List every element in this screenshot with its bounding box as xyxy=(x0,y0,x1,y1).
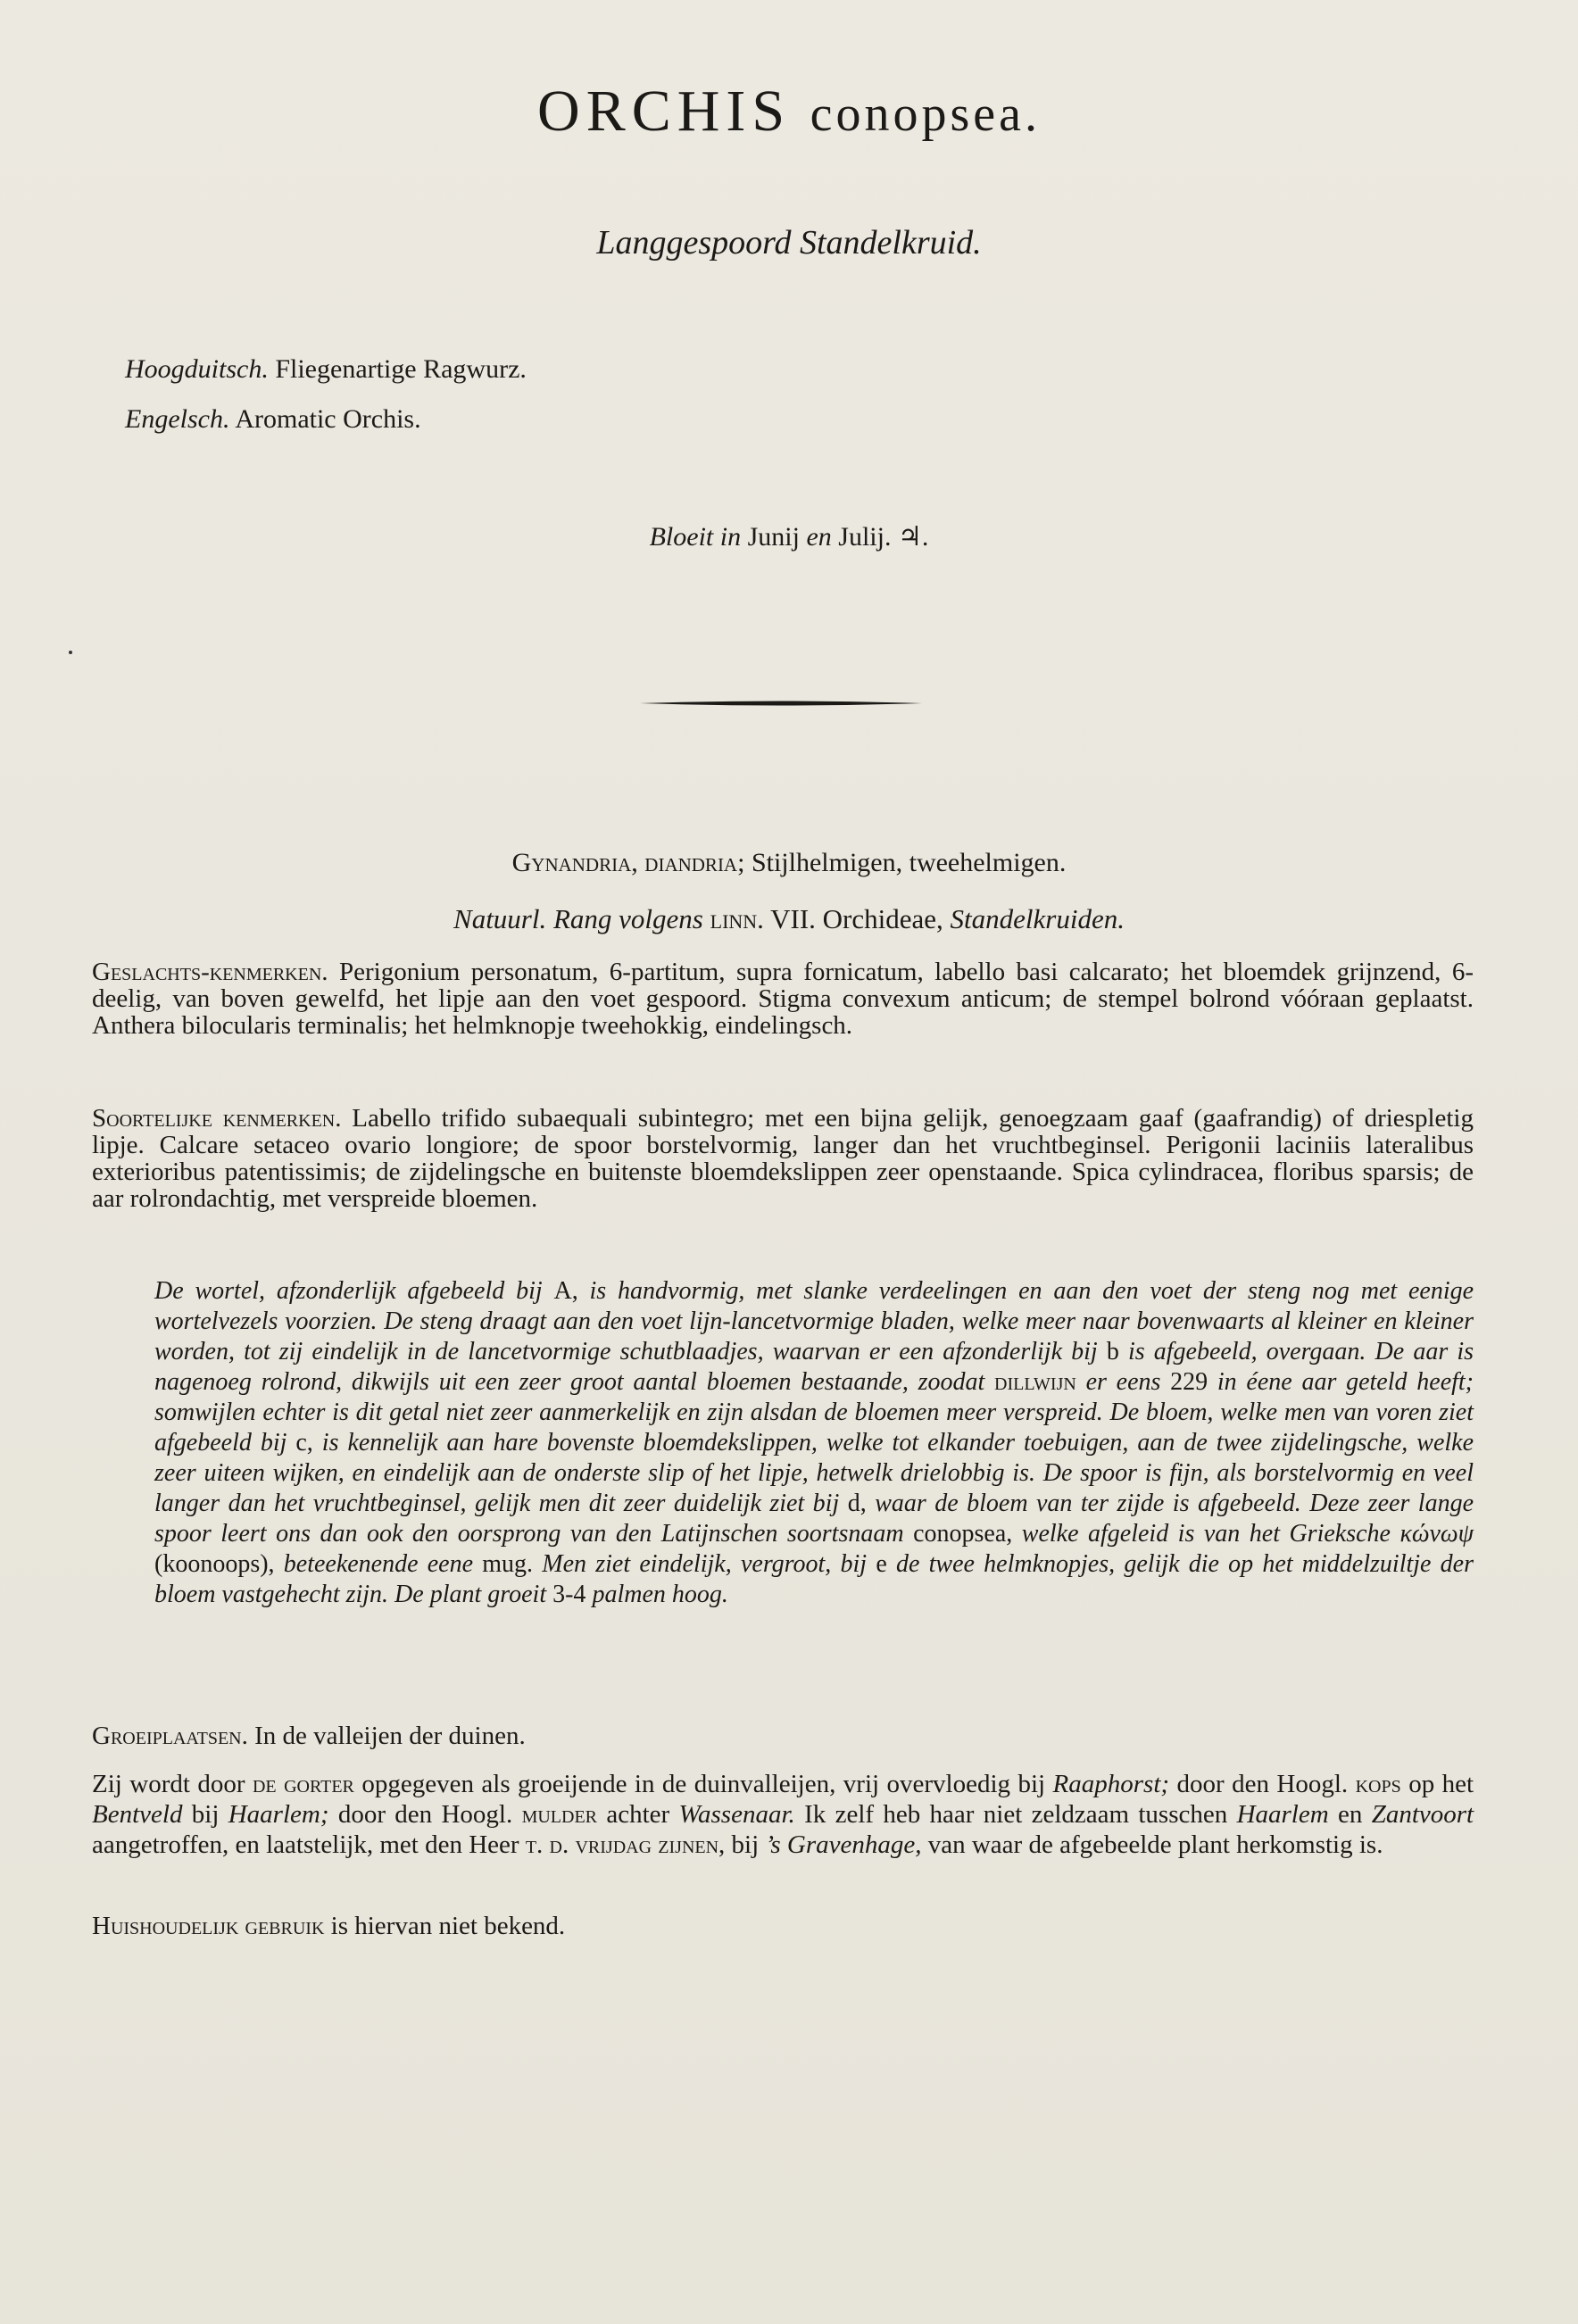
locality-text: en xyxy=(1338,1800,1363,1829)
description xyxy=(154,1276,1474,1610)
localities xyxy=(92,1769,1474,1860)
description-text: beteekenende eene xyxy=(283,1550,474,1578)
bloom-month: Junij xyxy=(747,522,800,552)
language-label: Hoogduitsch. xyxy=(125,354,269,384)
figure-ref: A, xyxy=(553,1277,578,1305)
author-name: kops xyxy=(1355,1770,1401,1798)
transliteration: (koonoops), xyxy=(154,1550,275,1578)
locality-text: van waar de afgebeelde plant herkomstig is. xyxy=(927,1830,1383,1859)
locality-text: Zij wordt door xyxy=(92,1770,245,1798)
place-name: Zantvoort xyxy=(1371,1800,1474,1829)
family-dutch: Standelkruiden. xyxy=(950,903,1125,934)
linn-abbrev: linn. xyxy=(710,903,764,934)
bloom-month: Julij. xyxy=(838,522,892,552)
description-text: is kennelijk aan hare bovenste bloemdekslippen, welke tot elkander toebuigen, aan de twee zijdelingsche, welke zeer uiteen wijken, en eindelijk aan de onderste slip of het lipje, hetwelk drielobbig is. De spoor is fijn, als borstelvormig en veel langer dan het vruchtbeginsel, gelijk men dit zeer duidelijk ziet bij xyxy=(154,1429,1474,1517)
place-name: Raaphorst; xyxy=(1052,1770,1170,1798)
household-use xyxy=(92,1913,1474,1939)
rank-number: VII. xyxy=(770,903,816,934)
section-text: is hiervan niet bekend. xyxy=(330,1912,566,1940)
height-number: 3-4 xyxy=(552,1581,586,1608)
title-genus: ORCHIS xyxy=(537,79,792,144)
name-row-german xyxy=(125,344,527,394)
habitat xyxy=(92,1722,1474,1749)
greek-word: κώνωψ xyxy=(1399,1520,1474,1548)
locality-text: opgegeven als groeijende in de duinvalleijen, vrij overvloedig bij xyxy=(361,1770,1046,1798)
vernacular-names xyxy=(125,344,527,444)
author-name: t. d. vrijdag zijnen, xyxy=(525,1830,726,1859)
locality-text: bij xyxy=(191,1800,220,1829)
count-number: 229 xyxy=(1170,1368,1208,1396)
meaning-word: mug. xyxy=(482,1550,534,1578)
bloom-word: Bloeit xyxy=(649,522,714,552)
place-name: Haarlem; xyxy=(228,1800,329,1829)
bloom-word: in xyxy=(719,522,742,552)
description-text: is afgebeeld, overgaan. De aar is nagenoeg rolrond, dikwijls uit een zeer groot aantal bloemen bestaande, zoodat xyxy=(154,1338,1474,1396)
perennial-symbol: ♃. xyxy=(897,522,929,552)
figure-ref: c, xyxy=(295,1429,313,1457)
figure-ref: e xyxy=(876,1550,887,1578)
description-text: waar de bloem van ter zijde is afgebeeld. Deze zeer lange spoor leert ons dan ook den oorsprong van den Latijnschen soortsnaam xyxy=(154,1490,1474,1548)
ornamental-rule xyxy=(640,700,922,707)
section-head: Groeiplaatsen. xyxy=(92,1722,248,1750)
description-text: er eens xyxy=(1085,1368,1161,1396)
section-head: Geslachts-kenmerken. xyxy=(92,958,328,986)
place-name: Haarlem xyxy=(1236,1800,1329,1829)
author-name: mulder xyxy=(521,1800,598,1829)
section-text: In de valleijen der duinen. xyxy=(254,1722,526,1750)
locality-text: aangetroffen, en laatstelijk, met den Heer xyxy=(92,1830,519,1859)
flowering-period xyxy=(0,521,1578,552)
description-text: De wortel, afzonderlijk afgebeeld bij xyxy=(154,1277,543,1305)
rank-label: Natuurl. Rang volgens xyxy=(453,903,703,934)
locality-text: achter xyxy=(606,1800,670,1829)
figure-ref: b xyxy=(1106,1338,1119,1365)
description-text: is handvormig, met slanke verdeelingen en aan den voet der steng nog met eenige wortelvezels voorzien. De steng draagt aan den voet lijn-lancetvormige bladen, welke meer naar bovenwaarts al kleiner en kleiner worden, tot zij eindelijk in de lancetvormige schutblaadjes, waarvan er een afzonderlijk bij xyxy=(154,1277,1474,1365)
species-characters xyxy=(92,1105,1474,1212)
page-title xyxy=(0,79,1578,144)
locality-text: Ik zelf heb haar niet zeldzaam tusschen xyxy=(804,1800,1228,1829)
place-name: Bentveld xyxy=(92,1800,183,1829)
place-name: Wassenaar. xyxy=(678,1800,795,1829)
natural-rank xyxy=(0,903,1578,935)
description-text: palmen hoog. xyxy=(592,1581,728,1608)
dutch-name: Langgespoord Standelkruid. xyxy=(596,224,982,261)
description-text: in éene aar geteld heeft; somwijlen echter is dit getal niet zeer aanmerkelijk en zijn alsdan de bloemen meer verspreid. De bloem, welke men van voren ziet afgebeeld bij xyxy=(154,1368,1474,1457)
vernacular-name: Fliegenartige Ragwurz. xyxy=(275,354,527,384)
section-text: Labello trifido subaequali subintegro; met een bijna gelijk, genoegzaam gaaf (gaafrandig) of driespletig lipje. Calcare setaceo ovario longiore; de spoor borstelvormig, langer dan het vruchtbeginsel. Perigonii laciniis lateralibus exterioribus patentissimis; de zijdelingsche en buitenste bloemdekslippen zeer openstaande. Spica cylindracea, floribus sparsis; de aar rolrondachtig, met verspreide bloemen. xyxy=(92,1104,1474,1213)
author-name: dillwijn xyxy=(994,1368,1076,1396)
section-head: Huishoudelijk gebruik xyxy=(92,1912,325,1940)
description-text: de twee helmknopjes, gelijk die op het middelzuiltje der bloem vastgehecht zijn. De plant groeit xyxy=(154,1550,1474,1608)
vernacular-name: Aromatic Orchis. xyxy=(235,404,421,434)
place-name: ’s Gravenhage, xyxy=(765,1830,922,1859)
section-text: Perigonium personatum, 6-partitum, supra fornicatum, labello basi calcarato; het bloemdek grijnzend, 6-deelig, van boven gewelfd, het lipje aan den voet gespoord. Stigma convexum anticum; de stempel bolrond vóóraan geplaatst. Anthera bilocularis terminalis; het helmknopje tweehokkig, eindelingsch. xyxy=(92,958,1474,1040)
ink-speck xyxy=(69,651,72,654)
genus-characters xyxy=(92,959,1474,1039)
name-row-english xyxy=(125,394,527,444)
section-head: Soortelijke kenmerken. xyxy=(92,1104,342,1133)
class-name: Gynandria xyxy=(511,848,632,877)
locality-text: op het xyxy=(1408,1770,1474,1798)
title-species: conopsea. xyxy=(810,87,1041,142)
linnaean-class: Gynandria, diandria; Stijlhelmigen, tweehelmigen. xyxy=(511,848,1067,877)
description-text: Men ziet eindelijk, vergroot, bij xyxy=(542,1550,868,1578)
species-epithet: conopsea, xyxy=(913,1520,1013,1548)
description-text: welke afgeleid is van het Grieksche xyxy=(1021,1520,1391,1548)
locality-text: door den Hoogl. xyxy=(337,1800,513,1829)
locality-text: bij xyxy=(731,1830,760,1859)
figure-ref: d, xyxy=(847,1490,867,1517)
family-name: Orchideae, xyxy=(822,903,943,934)
author-name: de gorter xyxy=(252,1770,354,1798)
language-label: Engelsch. xyxy=(125,404,230,434)
class-translation: ; Stijlhelmigen, tweehelmigen. xyxy=(737,848,1067,877)
order-name: diandria xyxy=(644,848,738,877)
locality-text: door den Hoogl. xyxy=(1176,1770,1349,1798)
bloom-word: en xyxy=(806,522,832,552)
